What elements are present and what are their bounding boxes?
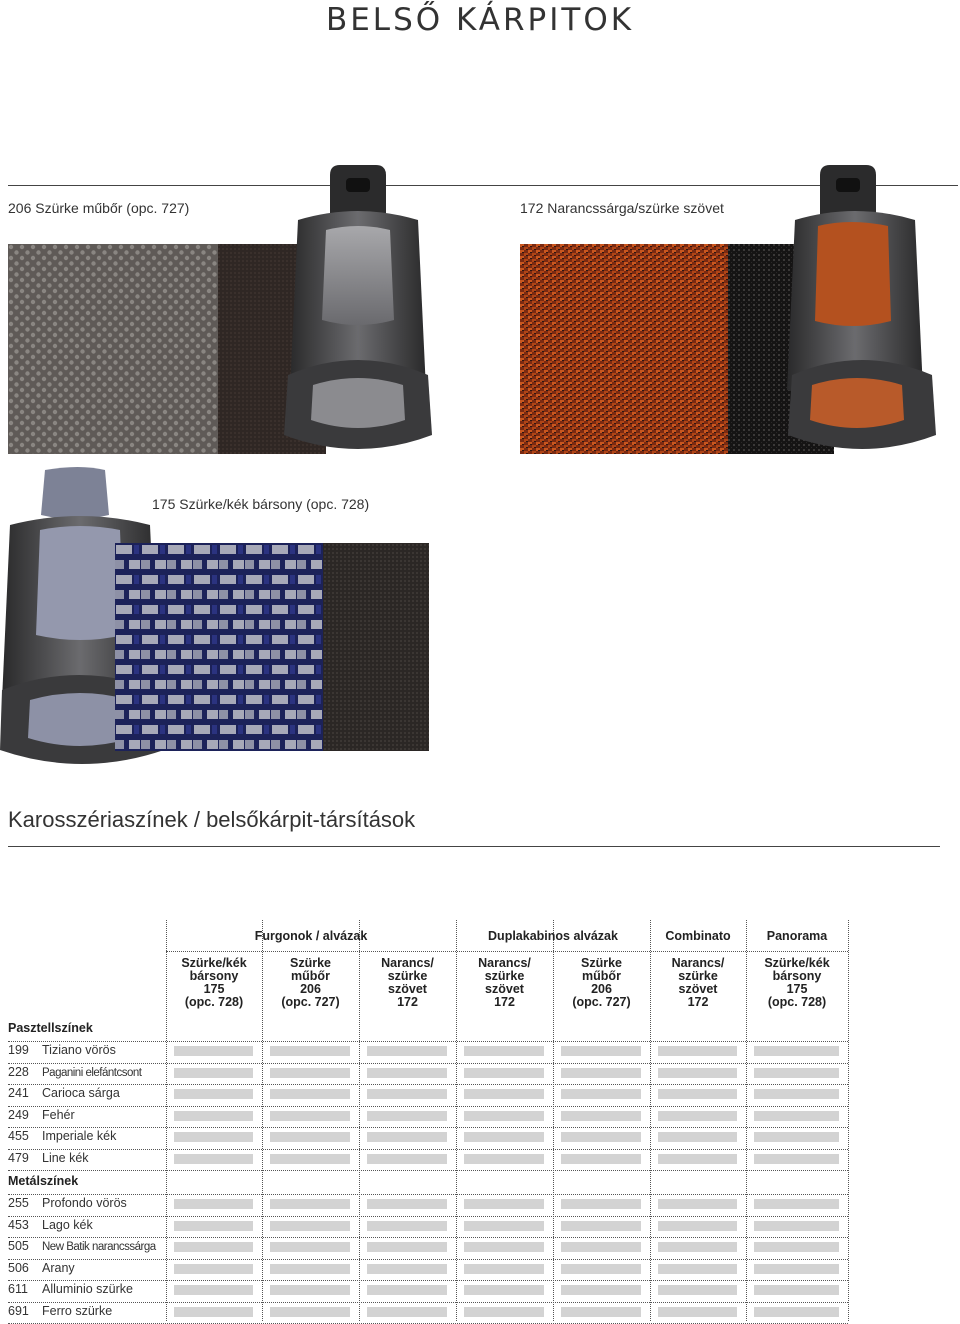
column-heading-line: szürke [678, 969, 718, 983]
upholstery-caption-206: 206 Szürke műbőr (opc. 727) [8, 200, 190, 216]
table-row [8, 1065, 141, 1079]
combination-cell [754, 1132, 839, 1142]
table-row [8, 1129, 116, 1143]
column-heading-line: szövet [388, 982, 427, 996]
combination-cell [658, 1307, 737, 1317]
combination-cell [561, 1199, 641, 1209]
upholstery-caption-172: 172 Narancssárga/szürke szövet [520, 200, 724, 216]
combination-cell [367, 1199, 447, 1209]
combination-cell [270, 1199, 350, 1209]
color-code: 228 [8, 1064, 29, 1079]
combination-cell [270, 1264, 350, 1274]
combination-cell [174, 1285, 253, 1295]
combination-cell [754, 1264, 839, 1274]
combination-cell [367, 1046, 447, 1056]
combination-cell [754, 1199, 839, 1209]
column-heading-line: műbőr [291, 969, 330, 983]
combination-cell [464, 1242, 544, 1252]
orange-grey-fabric-swatch [520, 244, 728, 454]
table-row [8, 1239, 156, 1253]
combination-cell [658, 1199, 737, 1209]
combination-cell [464, 1046, 544, 1056]
row-divider [8, 1149, 848, 1150]
combination-cell [367, 1285, 447, 1295]
column-heading-line: 172 [494, 995, 515, 1009]
column-heading-line: Szürke [290, 956, 331, 970]
combination-cell [367, 1089, 447, 1099]
section-title: Karosszériaszínek / belsőkárpit-társítások [8, 807, 416, 832]
color-name: Imperiale kék [42, 1129, 117, 1143]
combination-cell [270, 1285, 350, 1295]
combination-cell [464, 1111, 544, 1121]
column-heading [359, 957, 456, 1009]
column-heading-line: 206 [300, 982, 321, 996]
column-heading-line: szövet [678, 982, 718, 996]
column-heading-line: szürke [387, 969, 428, 983]
color-name: Line kék [42, 1150, 89, 1165]
blue-grey-velvet-swatch [115, 543, 323, 751]
combination-cell [754, 1285, 839, 1295]
column-heading-line: (opc. 727) [572, 995, 631, 1009]
color-code: 255 [8, 1196, 29, 1210]
category-heading: Metálszínek [8, 1174, 79, 1188]
combination-cell [464, 1068, 544, 1078]
table-row [8, 1043, 116, 1057]
combination-cell [464, 1307, 544, 1317]
combination-cell [464, 1221, 544, 1231]
column-heading-line: szövet [485, 982, 524, 996]
row-divider [8, 1084, 848, 1085]
row-divider [8, 1194, 848, 1195]
color-code: 691 [8, 1303, 29, 1318]
column-divider [848, 920, 849, 1321]
column-heading-line: műbőr [582, 969, 621, 983]
combination-cell [270, 1046, 350, 1056]
section-divider [8, 846, 940, 847]
row-divider [8, 1237, 848, 1238]
orange-seat-image [790, 160, 955, 465]
category-heading: Pasztellszínek [8, 1021, 93, 1035]
combination-cell [658, 1089, 737, 1099]
combination-cell [367, 1242, 447, 1252]
combination-cell [658, 1154, 737, 1164]
column-heading [262, 957, 359, 1009]
row-divider [8, 1216, 848, 1217]
combination-cell [174, 1199, 253, 1209]
combination-cell [561, 1307, 641, 1317]
combination-cell [270, 1089, 350, 1099]
column-heading-line: 175 [203, 982, 225, 996]
color-code: 455 [8, 1129, 29, 1143]
combination-cell [270, 1242, 350, 1252]
combination-cell [174, 1111, 253, 1121]
combination-cell [754, 1154, 839, 1164]
column-heading-line: szürke [484, 969, 525, 983]
combination-cell [464, 1132, 544, 1142]
combination-cell [754, 1242, 839, 1252]
combination-cell [561, 1132, 641, 1142]
combination-cell [561, 1221, 641, 1231]
column-heading [456, 957, 553, 1009]
row-divider [8, 1259, 848, 1260]
table-row [8, 1218, 93, 1232]
combination-cell [754, 1111, 839, 1121]
group-heading: Panorama [766, 929, 828, 943]
table-row [8, 1196, 127, 1210]
combination-cell [174, 1264, 253, 1274]
column-heading-line: 172 [397, 995, 418, 1009]
combination-cell [464, 1199, 544, 1209]
color-name: Lago kék [42, 1217, 93, 1232]
combination-cell [174, 1089, 253, 1099]
combination-cell [658, 1068, 737, 1078]
color-name: New Batik narancssárga [42, 1241, 156, 1253]
combination-cell [174, 1154, 253, 1164]
row-divider [8, 1127, 848, 1128]
combination-cell [367, 1068, 447, 1078]
combination-cell [270, 1154, 350, 1164]
combination-cell [561, 1154, 641, 1164]
header-divider [166, 951, 848, 952]
dark-velvet-swatch [323, 543, 429, 751]
combination-cell [174, 1068, 253, 1078]
column-heading-line: (opc. 728) [767, 995, 827, 1009]
column-heading-line: Narancs/ [478, 956, 531, 970]
table-row [8, 1282, 133, 1296]
column-heading-line: Szürke/kék [181, 956, 247, 970]
combination-cell [658, 1111, 737, 1121]
color-name: Paganini elefántcsont [42, 1066, 142, 1079]
column-heading [746, 957, 848, 1009]
column-heading [166, 957, 262, 1009]
row-divider [8, 1302, 848, 1303]
column-heading-line: (opc. 727) [281, 995, 340, 1009]
combination-cell [754, 1089, 839, 1099]
color-name: Profondo vörös [42, 1196, 127, 1210]
combination-cell [464, 1089, 544, 1099]
combination-cell [270, 1111, 350, 1121]
group-heading: Combinato [665, 929, 731, 943]
combination-cell [174, 1307, 253, 1317]
combination-cell [174, 1132, 253, 1142]
table-row [8, 1086, 120, 1100]
combination-cell [658, 1242, 737, 1252]
row-divider [8, 1041, 848, 1042]
combination-cell [561, 1046, 641, 1056]
color-code: 249 [8, 1107, 29, 1122]
row-divider [8, 1063, 848, 1064]
combination-cell [658, 1132, 737, 1142]
color-code: 199 [8, 1043, 29, 1057]
combination-cell [561, 1242, 641, 1252]
column-heading-line: Narancs/ [381, 956, 434, 970]
column-heading-line: Szürke [581, 956, 622, 970]
color-code: 453 [8, 1217, 29, 1232]
combination-cell [270, 1221, 350, 1231]
combination-cell [658, 1264, 737, 1274]
combination-cell [561, 1264, 641, 1274]
column-heading-line: 175 [786, 982, 808, 996]
column-heading-line: 172 [687, 995, 709, 1009]
combination-cell [367, 1221, 447, 1231]
table-row [8, 1261, 75, 1275]
column-heading-line: Narancs/ [671, 956, 725, 970]
combination-cell [367, 1154, 447, 1164]
color-code: 506 [8, 1260, 29, 1275]
color-name: Fehér [42, 1107, 75, 1122]
row-divider [8, 1106, 848, 1107]
color-code: 479 [8, 1150, 29, 1165]
combination-cell [367, 1264, 447, 1274]
column-heading [650, 957, 746, 1009]
combination-cell [174, 1221, 253, 1231]
combination-cell [658, 1221, 737, 1231]
grey-seat-image [268, 160, 438, 465]
combination-cell [658, 1285, 737, 1295]
table-row [8, 1151, 89, 1165]
row-divider [8, 1280, 848, 1281]
row-divider [8, 1170, 848, 1171]
combination-cell [754, 1046, 839, 1056]
group-heading: Duplakabinos alvázak [488, 929, 618, 943]
color-name: Alluminio szürke [42, 1282, 134, 1296]
color-name: Tiziano vörös [42, 1043, 116, 1057]
upholstery-caption-175: 175 Szürke/kék bársony (opc. 728) [152, 496, 370, 512]
combination-cell [464, 1264, 544, 1274]
color-name: Arany [42, 1260, 75, 1275]
table-row [8, 1108, 75, 1122]
page-title: BELSŐ KÁRPITOK [325, 2, 635, 38]
column-heading [553, 957, 650, 1009]
combination-cell [561, 1111, 641, 1121]
combination-cell [754, 1307, 839, 1317]
column-heading-line: (opc. 728) [184, 995, 244, 1009]
combination-cell [561, 1089, 641, 1099]
combination-cell [174, 1242, 253, 1252]
color-name: Ferro szürke [42, 1303, 113, 1318]
column-heading-line: Szürke/kék [764, 956, 830, 970]
combination-cell [270, 1068, 350, 1078]
combination-cell [367, 1132, 447, 1142]
color-code: 505 [8, 1239, 29, 1253]
combination-cell [561, 1285, 641, 1295]
combination-cell [561, 1068, 641, 1078]
combination-cell [174, 1046, 253, 1056]
color-code: 241 [8, 1086, 29, 1100]
table-row [8, 1304, 112, 1318]
combination-cell [367, 1111, 447, 1121]
combination-cell [754, 1221, 839, 1231]
combination-cell [658, 1046, 737, 1056]
color-code: 611 [8, 1282, 28, 1296]
column-heading-line: 206 [591, 982, 612, 996]
column-heading-line: bársony [772, 969, 822, 983]
grey-dotted-fabric-swatch [8, 244, 218, 454]
combination-cell [464, 1154, 544, 1164]
combination-cell [754, 1068, 839, 1078]
combination-cell [464, 1285, 544, 1295]
column-heading-line: bársony [189, 969, 239, 983]
combination-cell [270, 1307, 350, 1317]
combination-cell [270, 1132, 350, 1142]
color-name: Carioca sárga [42, 1086, 120, 1100]
group-heading: Furgonok / alvázak [254, 929, 368, 943]
combination-cell [367, 1307, 447, 1317]
